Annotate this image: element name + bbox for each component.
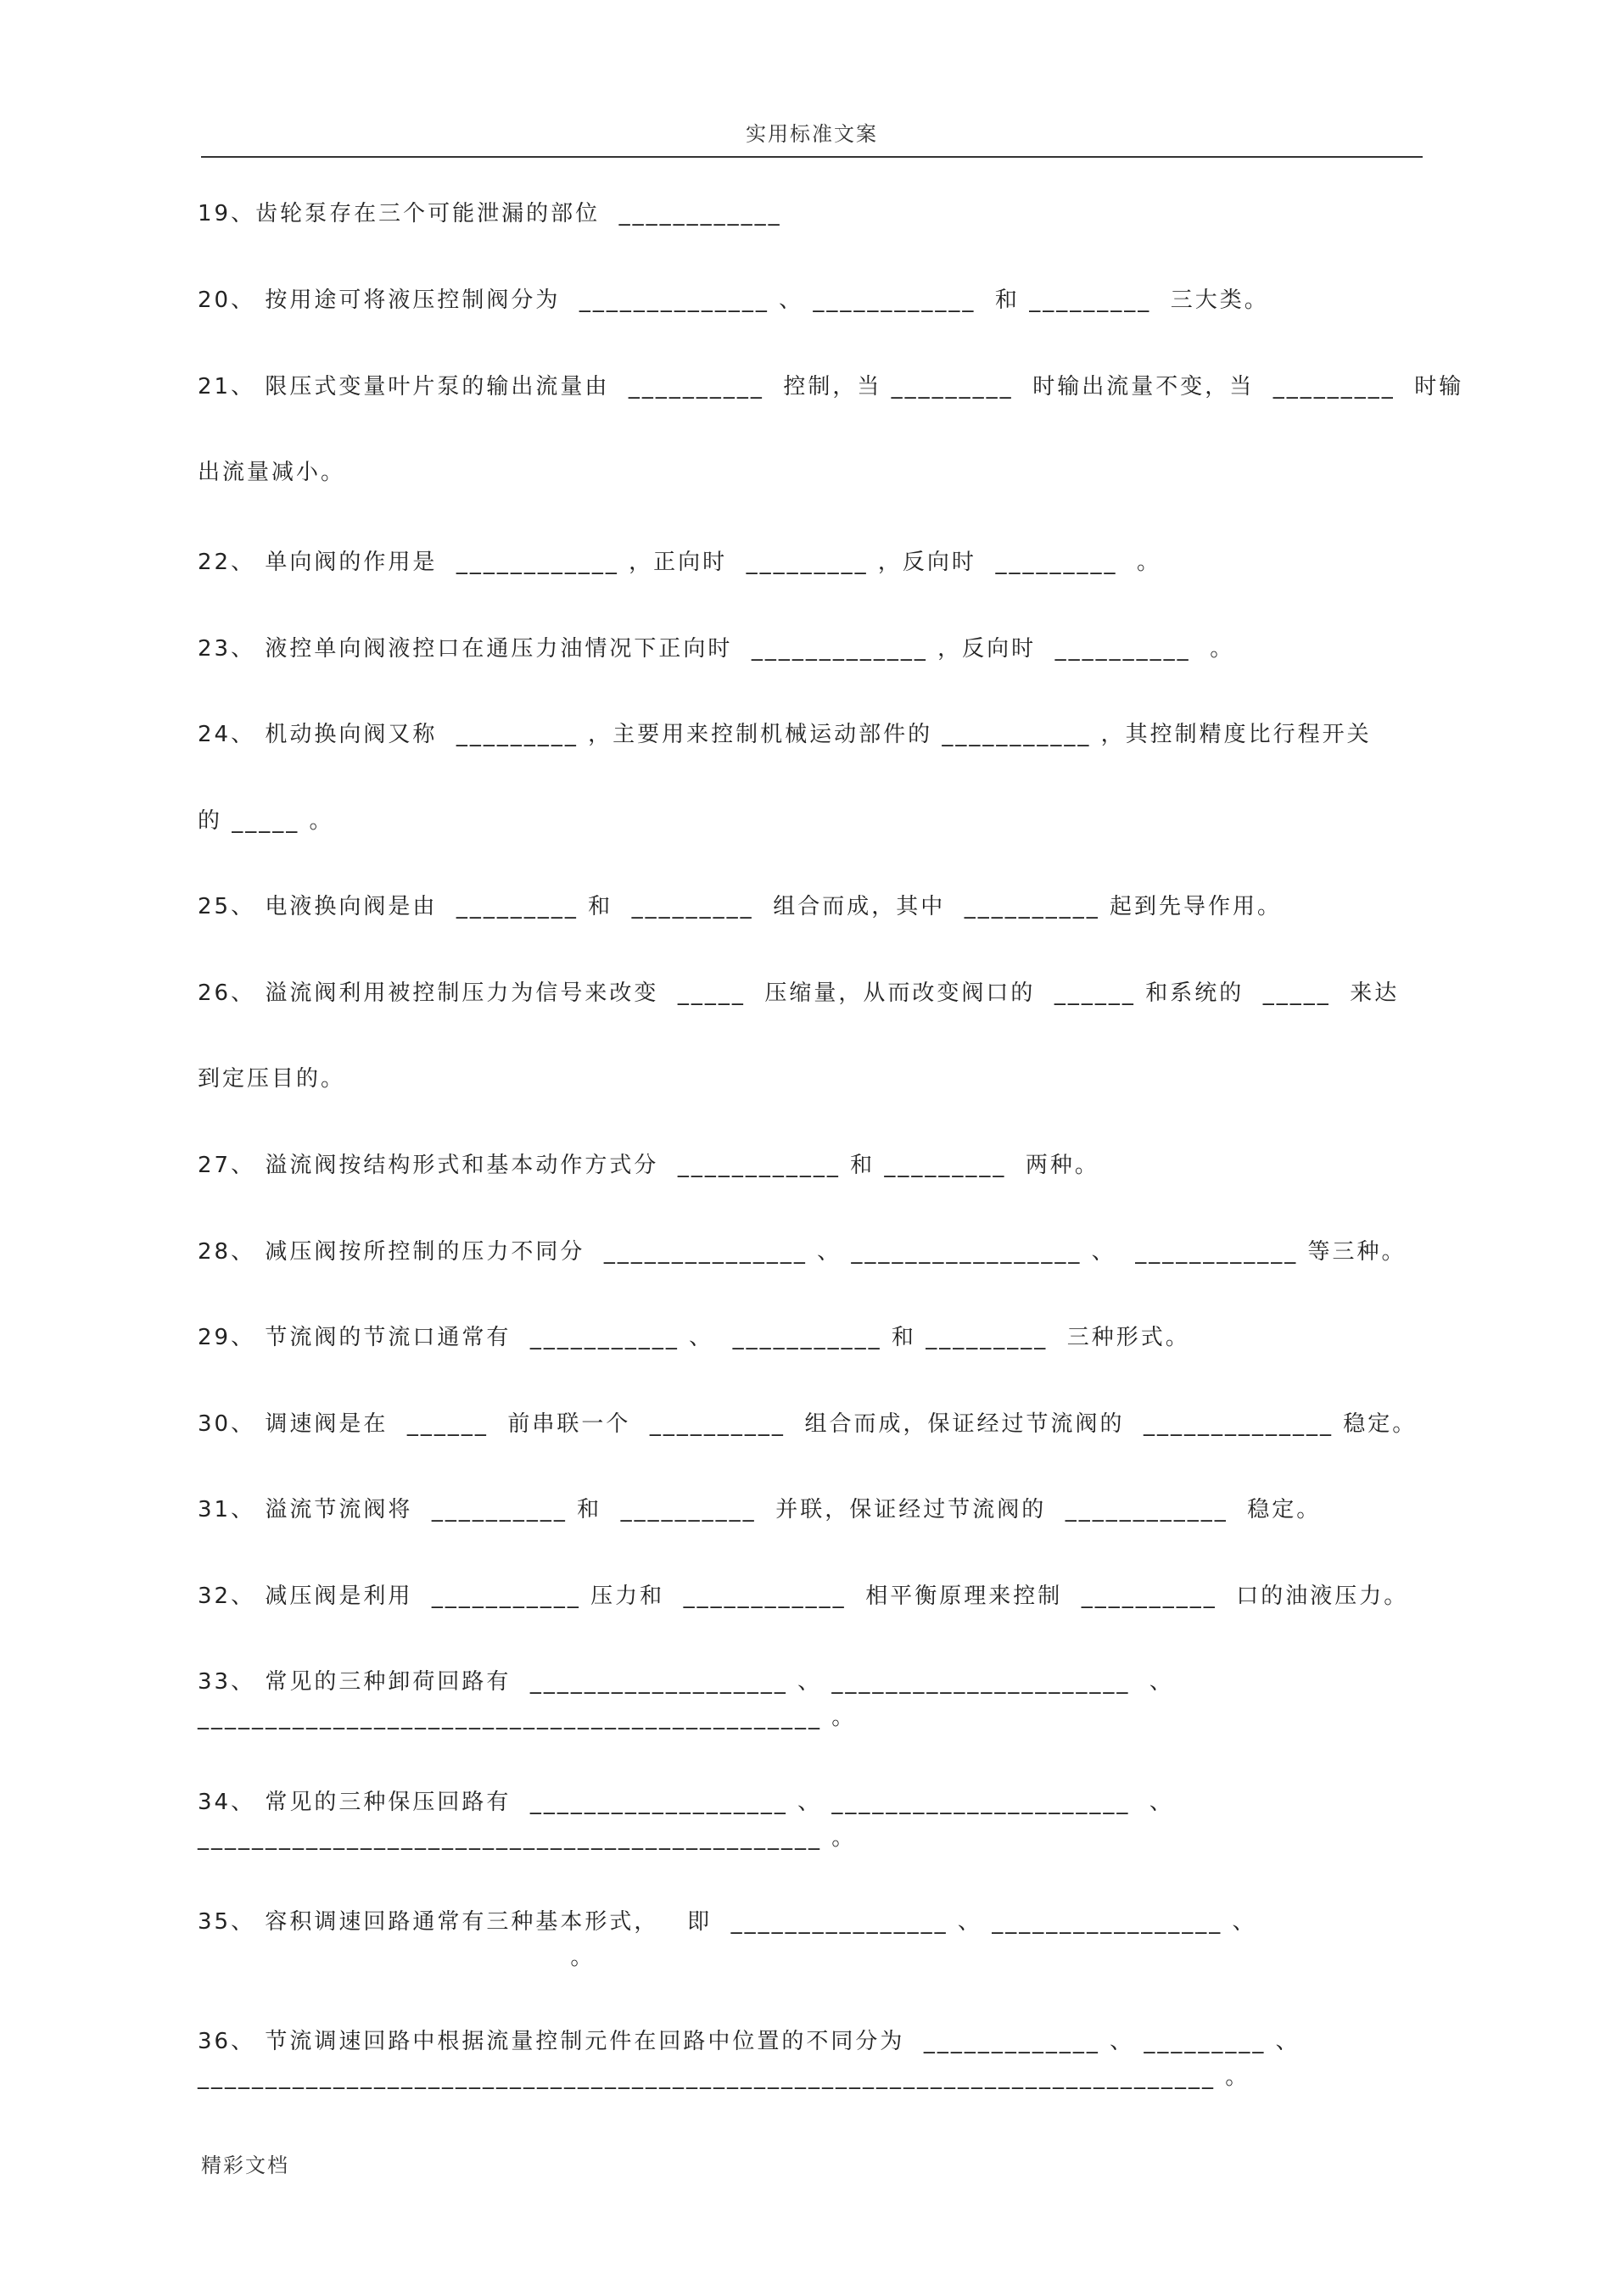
- question-33: 33、 常见的三种卸荷回路有 ___________________ 、 ______________________ 、: [198, 1669, 1174, 1695]
- question-30: 30、 调速阀是在 ______ 前串联一个 __________ 组合而成，保证经过节流阀的 ______________ 稳定。: [198, 1411, 1418, 1437]
- question-36: 36、 节流调速回路中根据流量控制元件在回路中位置的不同分为 _____________ 、 _________ 、: [198, 2029, 1300, 2054]
- header-rule: [201, 156, 1423, 158]
- question-36-continuation: ___________________________________________________________________________ 。: [198, 2064, 1250, 2090]
- question-34-continuation: ______________________________________________ 。: [198, 1825, 857, 1851]
- question-20: 20、 按用途可将液压控制阀分为 ______________ 、 ____________ 和 _________ 三大类。: [198, 288, 1269, 313]
- page-footer: 精彩文档: [201, 2154, 289, 2177]
- question-26: 26、 溢流阀利用被控制压力为信号来改变 _____ 压缩量，从而改变阀口的 ______ 和系统的 _____ 来达: [198, 980, 1400, 1006]
- page-header: 实用标准文案: [746, 122, 878, 146]
- question-19: 19、齿轮泵存在三个可能泄漏的部位 ____________: [198, 201, 782, 226]
- question-31: 31、 溢流节流阀将 __________ 和 __________ 并联，保证经过节流阀的 ____________ 稳定。: [198, 1497, 1322, 1522]
- question-21-continuation: 出流量减小。: [198, 460, 346, 485]
- question-29: 29、 节流阀的节流口通常有 ___________ 、 ___________ 和 _________ 三种形式。: [198, 1325, 1190, 1350]
- question-34: 34、 常见的三种保压回路有 ___________________ 、 ______________________ 、: [198, 1790, 1174, 1815]
- question-33-continuation: ______________________________________________ 。: [198, 1705, 857, 1730]
- question-25: 25、 电液换向阀是由 _________ 和 _________ 组合而成，其中 __________ 起到先导作用。: [198, 894, 1282, 919]
- question-27: 27、 溢流阀按结构形式和基本动作方式分 ____________ 和 _________ 两种。: [198, 1153, 1099, 1178]
- question-23: 23、 液控单向阀液控口在通压力油情况下正向时 _____________ ，反向时 __________ 。: [198, 636, 1235, 662]
- question-28: 28、 减压阀按所控制的压力不同分 _______________ 、 _________________ 、 ____________ 等三种。: [198, 1239, 1407, 1265]
- question-22: 22、 单向阀的作用是 ____________ ，正向时 _________ ，反向时 _________ 。: [198, 550, 1161, 575]
- question-24: 24、 机动换向阀又称 _________ ，主要用来控制机械运动部件的 ___________ ，其控制精度比行程开关: [198, 722, 1372, 747]
- question-24-continuation: 的 _____ 。: [198, 808, 334, 834]
- question-21: 21、 限压式变量叶片泵的输出流量由 __________ 控制，当 _________ 时输出流量不变，当 _________ 时输: [198, 374, 1464, 399]
- question-32: 32、 减压阀是利用 ___________ 压力和 ____________ 相平衡原理来控制 __________ 口的油液压力。: [198, 1584, 1409, 1609]
- question-35-continuation: 。: [198, 1945, 596, 1970]
- question-26-continuation: 到定压目的。: [198, 1066, 346, 1092]
- question-35: 35、 容积调速回路通常有三种基本形式， 即 ________________ 、 _________________ 、: [198, 1909, 1257, 1935]
